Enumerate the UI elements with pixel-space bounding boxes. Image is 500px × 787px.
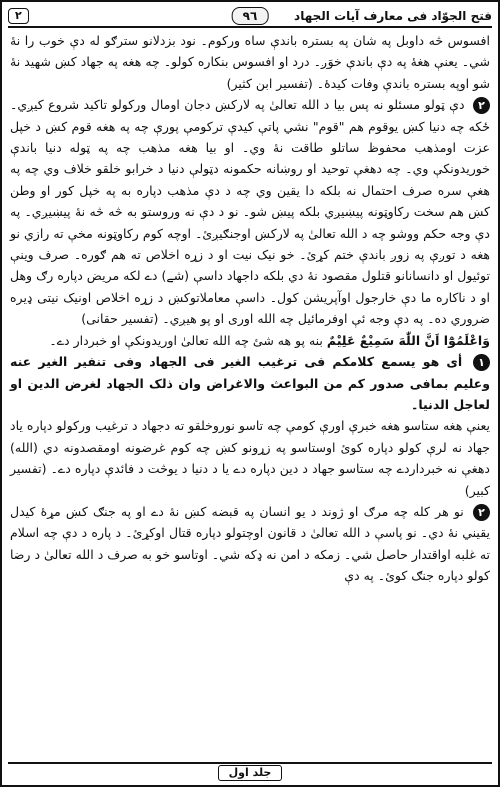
part-badge: ٢ [8, 8, 29, 24]
volume-label: جلد اول [218, 765, 283, 781]
ayah-line [10, 330, 490, 351]
numbered-item-2b [10, 501, 490, 587]
arabic-quote: أی هو یسمع کلامکم فی ترغیب الغیر فی الجهاد وفی تنفیر الغیر عنه وعلیم بمافی صدور کم من البواعث والاغراض وان ذلک الجهاد لغرض الدین او لعاجل الدنیا۔ [10, 354, 490, 412]
page-body [8, 28, 492, 587]
header-left [8, 8, 29, 24]
item-2a-reference: (تفسیر حقانی) [81, 311, 159, 327]
paragraph-1-text: افسوس څه داوبل په شان په بستره باندې ساه ورکوم۔ نود بزدلانو سترګو له دې خوب را نۀ شي۔ یعنې هغۀ په دې باندې خوَږ۔ درد او افسوس بنکاره کولو۔ چه هغه په جهاد کښ شهید نۀ شو اوپه بستره باندې وفات کیدۀ۔ [10, 33, 490, 91]
item-2b-text: نو هر کله چه مرګ او ژوند د یو انسان په قبضه کښ نۀ دے او په جنګ کښ مړۀ کیدل یقیني نۀ دي۔ نو پاسې د الله تعالیٰ د قانون اوچتولو دپاره قتال اوکړئ۔ د پاره د دې چه اسلام ته غلبه اواقتدار حاصل شي۔ زمکه د امن نه ډکه شي۔ اوتاسو خو به صرف د الله تعالیٰ د رضا کولو دپاره جنګ کوئ۔ په دې [10, 503, 490, 584]
item-number-badge: ٢ [473, 504, 490, 521]
item-1-explanation [10, 415, 490, 501]
item-number-badge: ١ [473, 354, 490, 371]
ayah-text: وَاعْلَمُوْٓا اَنَّ اللّٰهَ سَمِیْعٌ عَلِیْمٌ [326, 332, 490, 348]
item-1-reference: (تفسیر کبیر) [10, 461, 490, 498]
book-title: فتح الجوّاد فی معارف آیات الجهاد [294, 9, 492, 23]
paragraph-1 [10, 30, 490, 94]
item-2a-text: دې ټولو مسئلو نه پس بیا د الله تعالیٰ په لارکښ دجان اومال ورکولو تاکید شروع کیږي۔ ځکه چه دنیا کښ یوقوم هم "قوم" نشي پاتې کیدې ترکومې پورې چه په هغه قوم کښ د خپل عزت اومذهب محفوظ ساتلو طاقت نۀ وي۔ او بیا هغه مذهب چه په ټوله دنیا باندې خوریدونکې وي۔ چه دهغې توحید او روښانه حکمونه دټولې دنیا د خرابو خلقو خلاف وي چه په هغې سره صرف احتمال نه بلکه دا یقین وي چه د دې مذهب دپاره به په خپل کور او وطن کښ هم سخت رکاوټونه پیښیږي بلکه پیښ شو۔ نو د دې نه وروستو به څه څه نۀ پیښیږي۔ په دې وجه حکم ووشو چه د الله تعالیٰ په لارکښ اوجنګیږئ۔ اوچه کوم رکاوټونه مخې ته رازي نو هغه د توږې په زوږ باندې ختم کړئ۔ خو نیک نیت او د زړه اخلاص ته هم ګوره۔ صرف وینې توئیول او دانسانانو قتلول مقصود نۀ دي بلکه داجهاد داسې (شے) دے لکه مریض دپاره رګ وهل او د ناکاره ما دې خارجول اوآپریشن کول۔ داسې معاملاتوکښ د زړه اخلاص اونیک نیتی ډیره ضروري ده۔ په دې وجه ئې اوفرمائیل چه الله اوری او پو هیږي۔ [10, 97, 490, 327]
page-footer [8, 762, 492, 782]
numbered-item-1 [10, 351, 490, 415]
page-header [8, 6, 492, 28]
item-number-badge: ٢ [473, 97, 490, 114]
ayah-translation: بنه پو هه شئ چه الله تعالیٰ اوریدونکې او خبردار دے۔ [49, 332, 323, 348]
paragraph-1-reference: (تفسیر ابن کثیر) [226, 75, 313, 91]
page-number: ٩٦ [232, 7, 269, 25]
item-1-text: یعنې هغه ستاسو هغه خبرې اورې کومې چه تاسو نوروخلقو ته دجهاد د ترغیب ورکولو دپاره یاد جهاد نه لرې کولو دپاره کوئ اوستاسو په زړونو کښ چه کوم غرضونه اومقصدونه دي (الله) دهغې نه خبرداردے چه ستاسو جهاد د دین دپاره دے یا د دنیا د یوڅت د فائدې دپاره دے۔ [10, 418, 490, 477]
numbered-item-2a [10, 94, 490, 329]
